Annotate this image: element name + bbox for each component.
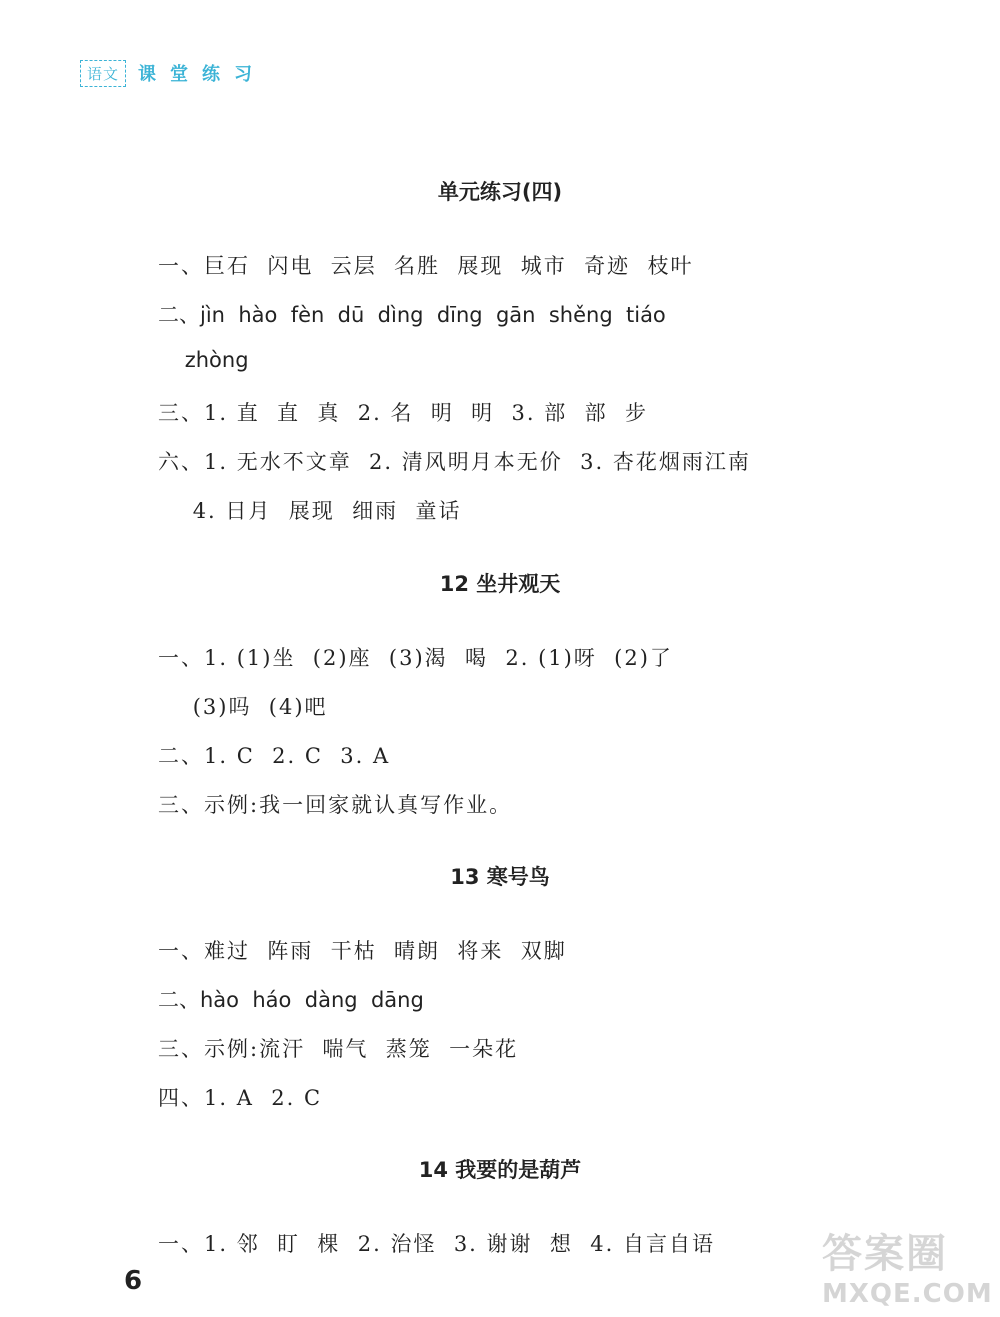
watermark-bottom: MXQE.COM: [822, 1279, 993, 1309]
section-title: 单元练习(四): [437, 180, 563, 204]
page-header: [80, 58, 266, 88]
subject-label: 语文: [80, 60, 126, 87]
section-title: 13 寒号鸟: [450, 865, 550, 889]
answer-line: 4. 日月 展现 细雨 童话: [158, 499, 462, 523]
page-number: 6: [124, 1266, 143, 1296]
answer-line: (3)吗 (4)吧: [158, 695, 328, 719]
watermark-top: 答案圈: [822, 1231, 948, 1277]
watermark-logo: [822, 1222, 992, 1312]
answer-line: 四、1. A 2. C: [158, 1086, 323, 1110]
answer-line: 三、示例:我一回家就认真写作业。: [158, 793, 513, 817]
answer-line: zhòng: [158, 348, 249, 372]
answer-line: 三、1. 直 直 真 2. 名 明 明 3. 部 部 步: [158, 401, 648, 425]
answer-line: 一、巨石 闪电 云层 名胜 展现 城市 奇迹 枝叶: [158, 254, 694, 278]
answer-line: 六、1. 无水不文章 2. 清风明月本无价 3. 杏花烟雨江南: [158, 450, 751, 474]
answer-line: 二、hào háo dàng dāng: [158, 988, 424, 1012]
answer-line: 二、jìn hào fèn dū dìng dīng gān shěng tiáo: [158, 303, 666, 327]
answer-line: 二、1. C 2. C 3. A: [158, 744, 391, 768]
answer-line: 一、难过 阵雨 干枯 晴朗 将来 双脚: [158, 939, 567, 963]
section-title: 12 坐井观天: [439, 572, 561, 596]
answer-line: 一、1. 邻 盯 棵 2. 治怪 3. 谢谢 想 4. 自言自语: [158, 1232, 715, 1256]
answer-line: 三、示例:流汗 喘气 蒸笼 一朵花: [158, 1037, 519, 1061]
answer-line: 一、1. (1)坐 (2)座 (3)渴 喝 2. (1)呀 (2)了: [158, 646, 673, 670]
section-title: 14 我要的是葫芦: [418, 1158, 582, 1182]
series-title: 课堂练习: [138, 64, 267, 85]
